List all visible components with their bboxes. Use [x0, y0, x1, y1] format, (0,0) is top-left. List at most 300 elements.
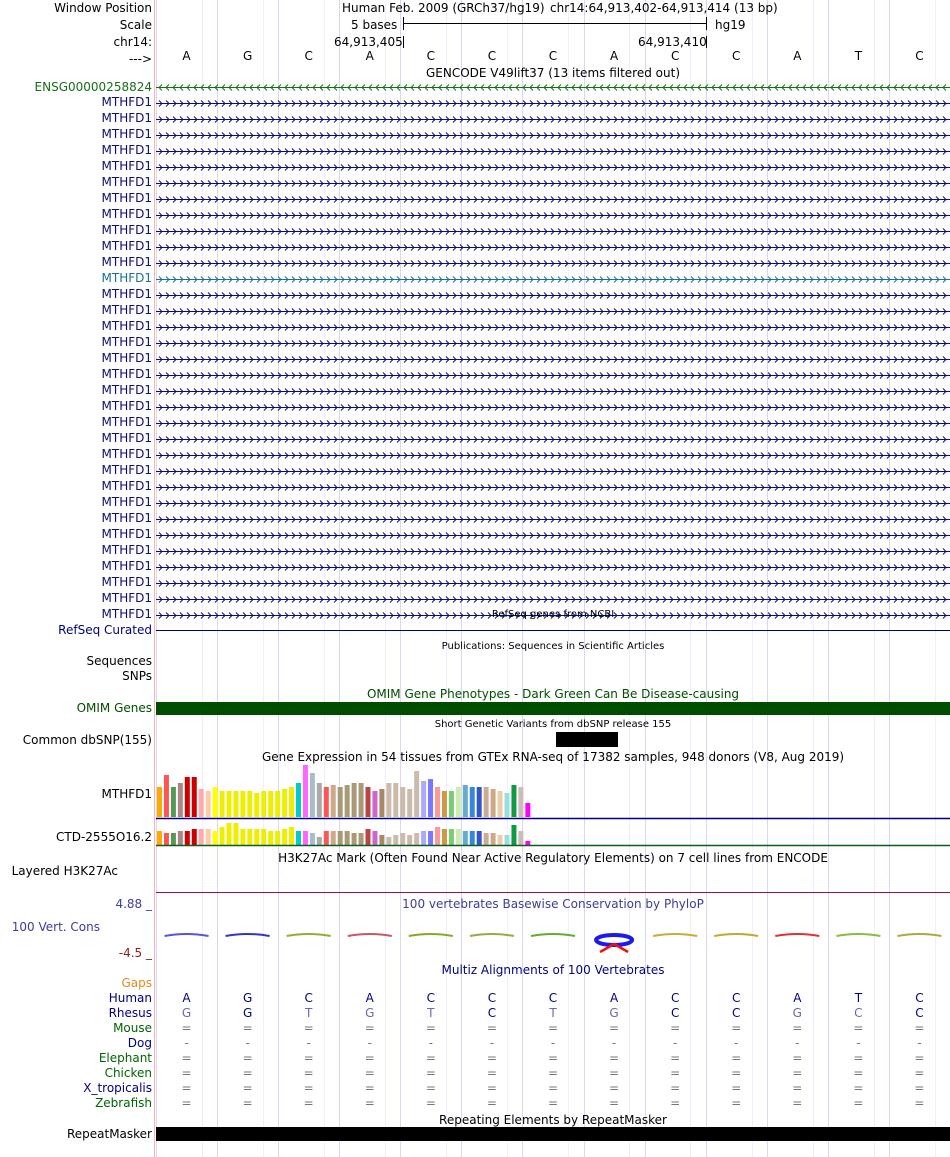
gencode-track-mthfd1 — [156, 533, 950, 539]
gencode-gene-label[interactable]: MTHFD1 — [101, 543, 152, 557]
gtex-bar-gene2 — [261, 829, 266, 845]
multiz-base: = — [181, 1066, 192, 1080]
strand-label: ---> — [128, 52, 152, 66]
gencode-track-mthfd1 — [156, 405, 950, 411]
gtex-bar-gene2 — [324, 831, 329, 845]
multiz-base: = — [303, 1021, 314, 1035]
gtex-gene2-label[interactable]: CTD-2555O16.2 — [56, 830, 152, 844]
gtex-bar-gene2 — [157, 831, 162, 845]
gtex-bar-gene1 — [359, 783, 364, 817]
multiz-base: = — [486, 1066, 497, 1080]
gencode-gene-label[interactable]: MTHFD1 — [101, 207, 152, 221]
scale-db-label: hg19 — [715, 18, 746, 32]
multiz-base: = — [486, 1021, 497, 1035]
gencode-track-mthfd1 — [156, 485, 950, 491]
scale-label: Scale — [119, 18, 152, 32]
gtex-bar-gene1 — [275, 791, 280, 817]
multiz-base: = — [792, 1066, 803, 1080]
multiz-base: = — [914, 1096, 925, 1110]
scale-bar-label: 5 bases — [351, 18, 398, 32]
gtex-bar-gene2 — [185, 831, 190, 845]
gtex-title: Gene Expression in 54 tissues from GTEx RNA-seq of 17382 samples, 948 donors (V8, Aug 2019) — [261, 750, 845, 764]
multiz-base: = — [547, 1081, 559, 1095]
gencode-track-mthfd1 — [156, 357, 950, 363]
gtex-bar-gene1 — [428, 779, 433, 817]
multiz-base: C — [670, 991, 680, 1005]
multiz-base: = — [425, 1051, 436, 1065]
multiz-base: = — [914, 1066, 925, 1080]
gtex-bar-gene1 — [442, 791, 447, 817]
gtex-bar-gene2 — [233, 823, 238, 845]
gtex-bar-gene2 — [400, 833, 405, 845]
gtex-bar-gene2 — [192, 829, 197, 845]
gencode-gene-label[interactable]: MTHFD1 — [101, 367, 152, 381]
multiz-base: T — [854, 991, 863, 1005]
sequence-base: A — [793, 49, 802, 63]
gtex-bar-gene2 — [477, 831, 482, 845]
multiz-base: = — [914, 1021, 925, 1035]
gencode-track-mthfd1 — [156, 165, 950, 171]
gtex-bar-gene1 — [366, 787, 371, 817]
gtex-bar-gene1 — [470, 787, 475, 817]
multiz-base: - — [428, 1036, 434, 1050]
gtex-bar-gene2 — [511, 825, 516, 845]
sequence-base: C — [732, 49, 741, 63]
multiz-base: = — [670, 1066, 681, 1080]
phylop-title: 100 vertebrates Basewise Conservation by PhyloP — [402, 897, 704, 911]
multiz-base: = — [914, 1051, 925, 1065]
multiz-base: = — [425, 1096, 436, 1110]
multiz-base: G — [792, 1006, 802, 1020]
multiz-base: C — [304, 991, 313, 1005]
gtex-bar-gene1 — [227, 791, 232, 817]
gencode-gene-label[interactable]: MTHFD1 — [101, 383, 152, 397]
gencode-track-mthfd1 — [156, 421, 950, 427]
multiz-species-label[interactable]: Human — [108, 991, 152, 1005]
gtex-bar-gene1 — [491, 789, 496, 817]
multiz-base: G — [242, 991, 253, 1005]
gencode-track-mthfd1 — [156, 229, 950, 235]
multiz-base: = — [303, 1096, 314, 1110]
multiz-base: = — [853, 1051, 864, 1065]
multiz-base: = — [547, 1021, 559, 1035]
gtex-bar-gene1 — [247, 791, 252, 817]
multiz-title: Multiz Alignments of 100 Vertebrates — [441, 963, 665, 977]
multiz-base: = — [609, 1066, 620, 1080]
phylop-label[interactable]: 100 Vert. Cons — [11, 920, 100, 934]
gtex-bar-gene2 — [456, 829, 461, 845]
phylop-score-mark — [348, 934, 392, 936]
gencode-title: GENCODE V49lift37 (13 items filtered out) — [425, 66, 680, 80]
gtex-bar-gene2 — [366, 829, 371, 845]
gencode-gene-label[interactable]: MTHFD1 — [101, 319, 152, 333]
gencode-track-mthfd1 — [156, 581, 950, 587]
gtex-bar-gene2 — [428, 831, 433, 845]
multiz-base: = — [486, 1051, 497, 1065]
gtex-bar-gene1 — [213, 787, 218, 817]
window-position-label: Window Position — [54, 1, 152, 15]
multiz-species-label[interactable]: X_tropicalis — [83, 1081, 152, 1095]
multiz-base: = — [792, 1096, 803, 1110]
multiz-base: C — [670, 1006, 680, 1020]
gtex-bar-gene2 — [421, 831, 426, 845]
gtex-bar-gene1 — [178, 783, 183, 817]
multiz-base: C — [426, 991, 436, 1005]
multiz-base: = — [364, 1096, 375, 1110]
multiz-base: = — [609, 1051, 620, 1065]
gencode-gene-label[interactable]: MTHFD1 — [101, 479, 152, 493]
multiz-base: = — [364, 1021, 375, 1035]
assembly-name: Human Feb. 2009 (GRCh37/hg19) — [342, 1, 545, 15]
multiz-base: C — [732, 991, 741, 1005]
gtex-bar-gene1 — [393, 783, 398, 817]
gencode-gene-label[interactable]: MTHFD1 — [101, 527, 152, 541]
gtex-bar-gene1 — [498, 791, 503, 817]
gencode-track-mthfd1 — [156, 389, 950, 395]
multiz-base: = — [364, 1066, 375, 1080]
multiz-base: C — [915, 991, 924, 1005]
gencode-track-mthfd1 — [156, 181, 950, 187]
multiz-species-label[interactable]: Chicken — [104, 1066, 152, 1080]
multiz-base: A — [609, 991, 619, 1005]
multiz-base: = — [853, 1021, 864, 1035]
gencode-item-ensg[interactable]: ENSG00000258824 — [34, 80, 152, 94]
phylop-score-mark — [653, 934, 697, 936]
multiz-base: - — [611, 1036, 617, 1050]
gtex-bar-gene2 — [220, 827, 225, 845]
gtex-bar-gene1 — [192, 777, 197, 817]
sequence-base: C — [915, 49, 924, 63]
gencode-track-mthfd1 — [156, 261, 950, 267]
gtex-bar-gene1 — [268, 791, 273, 817]
sequence-base: C — [304, 49, 313, 63]
gtex-bar-gene2 — [379, 835, 384, 845]
gencode-gene-label[interactable]: MTHFD1 — [101, 255, 152, 269]
gtex-bar-gene1 — [324, 787, 329, 817]
gencode-track-mthfd1 — [156, 501, 950, 507]
gtex-bar-gene1 — [261, 791, 266, 817]
gencode-track-mthfd1 — [156, 341, 950, 347]
repeatmasker-title: Repeating Elements by RepeatMasker — [439, 1113, 667, 1127]
multiz-base: = — [731, 1066, 742, 1080]
dbsnp-label[interactable]: Common dbSNP(155) — [22, 733, 152, 747]
gencode-gene-label[interactable]: MTHFD1 — [101, 111, 152, 125]
gencode-gene-label[interactable]: MTHFD1 — [101, 431, 152, 445]
multiz-base: = — [181, 1081, 192, 1095]
gencode-track-mthfd1 — [156, 293, 950, 299]
multiz-base: = — [731, 1051, 742, 1065]
gtex-bar-gene2 — [164, 833, 169, 845]
multiz-base: = — [609, 1021, 620, 1035]
multiz-base: = — [792, 1021, 803, 1035]
gtex-bar-gene2 — [268, 831, 273, 845]
publications-sequences-label[interactable]: Sequences — [86, 654, 152, 668]
gtex-bar-gene2 — [393, 835, 398, 845]
gtex-bar-gene2 — [442, 829, 447, 845]
gtex-bar-gene1 — [220, 791, 225, 817]
gtex-bar-gene2 — [491, 833, 496, 845]
gencode-gene-label[interactable]: MTHFD1 — [101, 143, 152, 157]
multiz-base: - — [734, 1036, 739, 1050]
phylop-score-mark — [714, 934, 758, 936]
gtex-bar-gene1 — [303, 765, 308, 817]
repeatmasker-label[interactable]: RepeatMasker — [66, 1127, 152, 1141]
coord-left: 64,913,405 — [334, 35, 403, 49]
gtex-bar-gene2 — [525, 841, 530, 845]
refseq-title: RefSeq genes from NCBI — [491, 609, 615, 620]
gtex-bar-gene2 — [275, 831, 280, 845]
gencode-gene-label[interactable]: MTHFD1 — [101, 175, 152, 189]
position-readout: chr14:64,913,402-64,913,414 (13 bp) — [550, 1, 778, 15]
gencode-track-mthfd1 — [156, 469, 950, 475]
gtex-bar-gene1 — [310, 773, 315, 817]
multiz-base: = — [242, 1051, 253, 1065]
gtex-bar-gene1 — [206, 791, 211, 817]
multiz-base: = — [547, 1051, 559, 1065]
gencode-track-mthfd1 — [156, 277, 950, 283]
omim-label[interactable]: OMIM Genes — [76, 701, 152, 715]
gencode-track-mthfd1 — [156, 245, 950, 251]
gtex-bar-gene1 — [240, 791, 245, 817]
gencode-track-mthfd1 — [156, 453, 950, 459]
gencode-gene-label[interactable]: MTHFD1 — [101, 607, 152, 621]
phylop-score-mark — [836, 934, 880, 936]
gtex-bar-gene2 — [254, 829, 259, 845]
gencode-gene-label[interactable]: MTHFD1 — [101, 159, 152, 173]
gtex-bar-gene2 — [372, 831, 377, 845]
repeatmasker-bar — [156, 1127, 950, 1141]
gtex-bar-gene2 — [296, 831, 301, 845]
multiz-species-label[interactable]: Elephant — [98, 1051, 152, 1065]
gtex-bar-gene1 — [463, 785, 468, 817]
gtex-bar-gene1 — [199, 789, 204, 817]
sequence-base: T — [854, 49, 863, 63]
gtex-bar-gene2 — [484, 833, 489, 845]
multiz-base: - — [550, 1036, 556, 1050]
gencode-track-mthfd1 — [156, 437, 950, 443]
gencode-gene-label[interactable]: MTHFD1 — [101, 495, 152, 509]
multiz-base: = — [181, 1096, 192, 1110]
gencode-gene-label[interactable]: MTHFD1 — [101, 287, 152, 301]
gtex-bar-gene1 — [282, 789, 287, 817]
gtex-bar-gene2 — [463, 831, 468, 845]
gtex-bar-gene2 — [240, 829, 245, 845]
multiz-base: A — [793, 991, 802, 1005]
multiz-species-label[interactable]: Dog — [127, 1036, 152, 1050]
gtex-bar-gene1 — [525, 803, 530, 817]
gtex-bar-gene1 — [331, 785, 336, 817]
refseq-label[interactable]: RefSeq Curated — [58, 623, 152, 637]
gencode-gene-label[interactable]: MTHFD1 — [101, 127, 152, 141]
gencode-gene-label[interactable]: MTHFD1 — [101, 303, 152, 317]
gencode-gene-label[interactable]: MTHFD1 — [101, 415, 152, 429]
multiz-base: = — [364, 1051, 375, 1065]
gtex-bar-gene1 — [407, 789, 412, 817]
gtex-bar-gene1 — [352, 783, 357, 817]
sequence-base: A — [365, 49, 374, 63]
gtex-bar-gene1 — [400, 787, 405, 817]
multiz-base: = — [486, 1096, 497, 1110]
sequence-base: G — [242, 49, 253, 63]
multiz-base: = — [181, 1021, 192, 1035]
gencode-gene-label[interactable]: MTHFD1 — [101, 463, 152, 477]
phylop-score-mark — [226, 934, 270, 936]
multiz-base: = — [547, 1096, 559, 1110]
multiz-base: C — [854, 1006, 863, 1020]
phylop-score-mark — [897, 934, 941, 936]
sequence-base: A — [182, 49, 191, 63]
gtex-bar-gene2 — [310, 833, 315, 845]
multiz-base: = — [364, 1081, 375, 1095]
gtex-gene1-label[interactable]: MTHFD1 — [101, 787, 152, 801]
gtex-bar-gene2 — [505, 835, 510, 845]
gtex-bar-gene2 — [213, 831, 218, 845]
gencode-track-mthfd1 — [156, 309, 950, 315]
gencode-track-mthfd1 — [156, 101, 950, 107]
multiz-base: = — [609, 1096, 620, 1110]
gencode-gene-label[interactable]: MTHFD1 — [101, 511, 152, 525]
sequence-base: A — [609, 49, 619, 63]
sequence-base: C — [426, 49, 436, 63]
dbsnp-title: Short Genetic Variants from dbSNP release 155 — [434, 719, 672, 730]
multiz-base: = — [853, 1081, 864, 1095]
gtex-bar-gene1 — [157, 787, 162, 817]
multiz-base: = — [670, 1051, 681, 1065]
gencode-gene-label[interactable]: MTHFD1 — [101, 191, 152, 205]
dbsnp-variant — [556, 732, 618, 747]
gencode-gene-label[interactable]: MTHFD1 — [101, 351, 152, 365]
multiz-base: = — [303, 1081, 314, 1095]
publications-snps-label[interactable]: SNPs — [122, 669, 152, 683]
gtex-bar-gene1 — [379, 789, 384, 817]
gtex-bar-gene2 — [338, 831, 343, 845]
gtex-bar-gene2 — [317, 837, 322, 845]
multiz-base: = — [303, 1066, 314, 1080]
multiz-base: C — [548, 991, 558, 1005]
gaps-label: Gaps — [121, 976, 152, 990]
gtex-bar-gene1 — [338, 787, 343, 817]
gencode-track-mthfd1 — [156, 373, 950, 379]
multiz-base: - — [489, 1036, 495, 1050]
omim-title: OMIM Gene Phenotypes - Dark Green Can Be Disease-causing — [366, 687, 740, 701]
multiz-base: = — [731, 1021, 742, 1035]
gtex-bar-gene1 — [233, 791, 238, 817]
multiz-base: C — [487, 991, 497, 1005]
phylop-score-mark — [409, 934, 453, 936]
gtex-bar-gene1 — [296, 783, 301, 817]
multiz-base: = — [792, 1051, 803, 1065]
publications-title: Publications: Sequences in Scientific Articles — [441, 641, 665, 652]
gtex-bar-gene2 — [435, 827, 440, 845]
gtex-bar-gene2 — [303, 831, 308, 845]
gtex-bar-gene2 — [282, 829, 287, 845]
multiz-base: = — [670, 1096, 681, 1110]
gtex-bar-gene1 — [171, 787, 176, 817]
multiz-base: G — [365, 1006, 375, 1020]
multiz-base: = — [609, 1081, 620, 1095]
gtex-bar-gene1 — [477, 787, 482, 817]
gtex-bar-gene1 — [386, 783, 391, 817]
gtex-bar-gene2 — [227, 823, 232, 845]
gtex-bar-gene2 — [247, 829, 252, 845]
multiz-base: C — [732, 1006, 741, 1020]
gtex-bar-gene1 — [421, 781, 426, 817]
multiz-base: = — [853, 1066, 864, 1080]
gencode-gene-label[interactable]: MTHFD1 — [101, 591, 152, 605]
multiz-base: - — [917, 1036, 922, 1050]
multiz-base: = — [792, 1081, 803, 1095]
phylop-score-mark — [165, 934, 209, 936]
gtex-bar-gene1 — [289, 787, 294, 817]
gencode-gene-label[interactable]: MTHFD1 — [101, 223, 152, 237]
multiz-species-label[interactable]: Zebrafish — [95, 1096, 152, 1110]
multiz-base: = — [242, 1081, 253, 1095]
gtex-bar-gene2 — [407, 835, 412, 845]
phylop-min: -4.5 _ — [118, 946, 152, 960]
gencode-track-mthfd1 — [156, 565, 950, 571]
gtex-bar-gene1 — [456, 787, 461, 817]
gencode-gene-label[interactable]: MTHFD1 — [101, 559, 152, 573]
gtex-bar-gene1 — [449, 791, 454, 817]
chrom-label: chr14: — [113, 35, 152, 49]
gtex-bar-gene1 — [505, 793, 510, 817]
multiz-base: = — [181, 1051, 192, 1065]
multiz-base: - — [856, 1036, 861, 1050]
multiz-species-label[interactable]: Rhesus — [108, 1006, 152, 1020]
multiz-species-label[interactable]: Mouse — [113, 1021, 152, 1035]
multiz-base: = — [670, 1081, 681, 1095]
gencode-gene-label[interactable]: MTHFD1 — [101, 271, 152, 285]
multiz-base: = — [242, 1066, 253, 1080]
multiz-base: A — [365, 991, 374, 1005]
sequence-base: C — [670, 49, 680, 63]
gencode-gene-label[interactable]: MTHFD1 — [101, 399, 152, 413]
multiz-base: T — [549, 1006, 557, 1020]
multiz-base: C — [487, 1006, 497, 1020]
multiz-base: = — [914, 1081, 925, 1095]
h3k27ac-label[interactable]: Layered H3K27Ac — [11, 864, 118, 878]
multiz-base: A — [182, 991, 191, 1005]
gencode-gene-label[interactable]: MTHFD1 — [101, 575, 152, 589]
gencode-gene-label[interactable]: MTHFD1 — [101, 239, 152, 253]
gencode-track-mthfd1 — [156, 197, 950, 203]
gtex-bar-gene2 — [289, 827, 294, 845]
gencode-track-mthfd1 — [156, 549, 950, 555]
gtex-bar-gene1 — [164, 775, 169, 817]
sequence-base: C — [487, 49, 497, 63]
gtex-bar-gene2 — [518, 831, 523, 845]
gtex-bar-gene2 — [331, 831, 336, 845]
multiz-base: - — [184, 1036, 189, 1050]
multiz-base: - — [672, 1036, 678, 1050]
multiz-base: = — [670, 1021, 681, 1035]
gtex-bar-gene1 — [511, 785, 516, 817]
multiz-base: = — [547, 1066, 559, 1080]
gencode-gene-label[interactable]: MTHFD1 — [101, 95, 152, 109]
multiz-base: = — [242, 1096, 253, 1110]
gencode-track-mthfd1 — [156, 517, 950, 523]
gtex-bar-gene2 — [345, 831, 350, 845]
phylop-score-mark — [287, 934, 331, 936]
gencode-track-mthfd1 — [156, 325, 950, 331]
gencode-gene-label[interactable]: MTHFD1 — [101, 447, 152, 461]
gtex-bar-gene2 — [359, 833, 364, 845]
gencode-track-mthfd1 — [156, 149, 950, 155]
gencode-gene-label[interactable]: MTHFD1 — [101, 335, 152, 349]
multiz-base: T — [305, 1006, 313, 1020]
multiz-base: - — [245, 1036, 250, 1050]
multiz-base: = — [731, 1096, 742, 1110]
